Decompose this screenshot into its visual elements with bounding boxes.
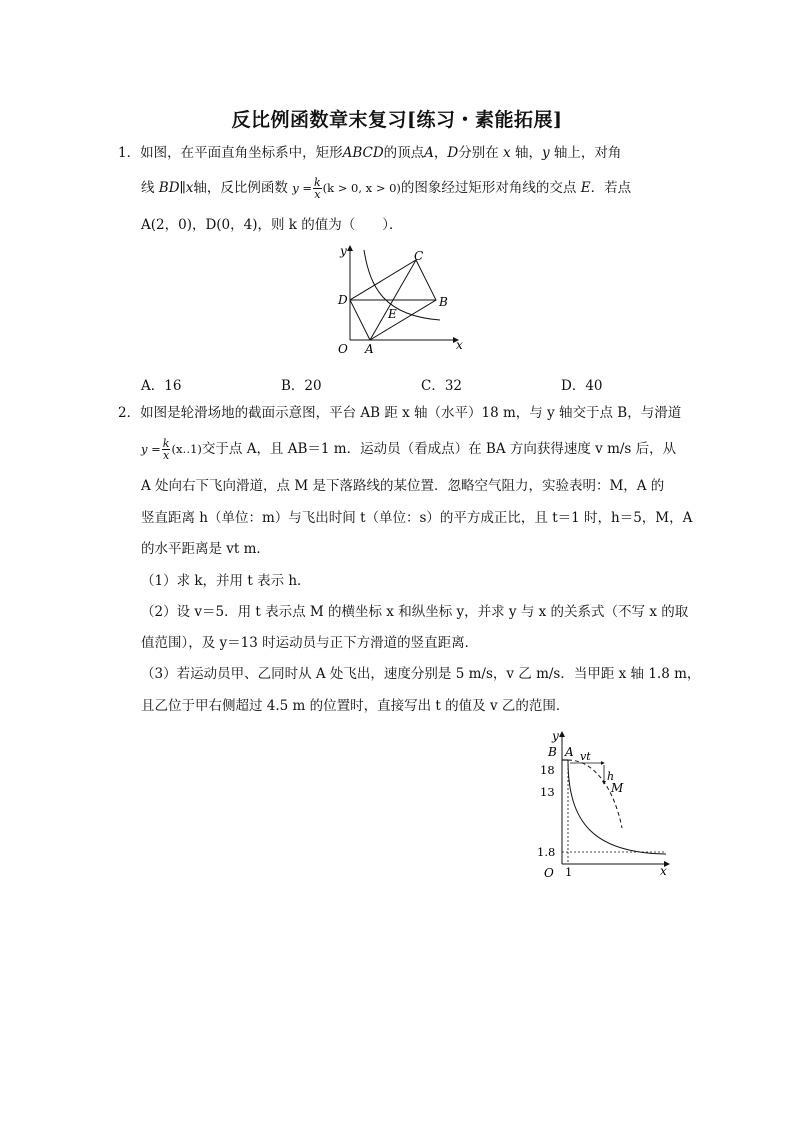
choice-b: B．20: [281, 378, 322, 394]
tick-18: 18: [540, 763, 555, 777]
choice-c: C．32: [421, 378, 463, 394]
q2-part-2-line-1: （2）设 v＝5．用 t 表示点 M 的横坐标 x 和纵坐标 y，并求 y 与 x 的关系式（不写 x 的取: [141, 604, 689, 620]
point-e-label: E: [388, 307, 397, 321]
q2-part-3-line-1: （3）若运动员甲、乙同时从 A 处飞出，速度分别是 5 m/s，v 乙 m/s．当甲距 x 轴 1.8 m，: [141, 666, 701, 682]
q1-point: A: [424, 145, 434, 161]
point-m-label: M: [611, 781, 624, 795]
q1-func-lhs: y =: [292, 181, 312, 195]
x-label: x: [660, 864, 667, 878]
q1-parallel: BD∥x: [158, 180, 194, 196]
slide-curve: [568, 760, 666, 854]
x-label: x: [456, 338, 463, 352]
q1-text: 分别在: [458, 145, 499, 161]
tick-13: 13: [540, 785, 555, 799]
q1-figure: [330, 238, 475, 360]
choice-d: D．40: [561, 378, 603, 394]
q1-line-2: [141, 177, 631, 200]
q1-point: D: [447, 145, 459, 161]
fraction-denominator: x: [314, 188, 321, 201]
q2-line-1: 2．如图是轮滑场地的截面示意图，平台 AB 距 x 轴（水平）18 m，与 y 轴交于点 B，与滑道: [118, 405, 682, 421]
q1-line-3: A(2，0)，D(0，4)，则 k 的值为（ ）．: [141, 217, 403, 233]
q1-text: 轴上，对角: [553, 145, 622, 161]
q2-part-1: （1）求 k，并用 t 表示 h．: [141, 573, 311, 589]
q1-text: 1．如图，在平面直角坐标系中，矩形: [118, 145, 343, 161]
q2-figure: [534, 728, 684, 880]
point-a-label: A: [365, 342, 374, 356]
q1-line-1: [118, 144, 621, 162]
q2-line-2: [141, 438, 676, 461]
q2-fraction: [162, 438, 171, 461]
tick-1-8: 1.8: [537, 845, 556, 859]
q1-axis: x: [503, 145, 511, 161]
point-c-label: C: [414, 249, 424, 263]
q1-point: E: [580, 180, 591, 196]
origin-label: O: [338, 342, 348, 356]
y-label: y: [552, 729, 559, 743]
point-b-label: B: [548, 745, 557, 759]
q1-text: 的图象经过矩形对角线的交点: [400, 180, 577, 196]
point-b-label: B: [439, 295, 448, 309]
h-label: h: [607, 770, 615, 783]
choice-a: A．16: [141, 378, 182, 394]
q2-condition: (x‥1): [171, 442, 202, 456]
point-d-label: D: [338, 293, 348, 307]
q1-rect-name: ABCD: [342, 145, 384, 161]
q1-condition: (k > 0, x > 0): [322, 181, 401, 195]
q2-line-5: 的水平距离是 vt m．: [141, 541, 270, 557]
q1-text: ．若点: [590, 180, 632, 196]
fraction-numerator: k: [313, 176, 321, 189]
q1-text: 轴，反比例函数: [193, 180, 288, 196]
q2-func-lhs: y =: [141, 442, 161, 456]
q1-axis: y: [541, 145, 550, 161]
q1-text: 的顶点: [383, 145, 425, 161]
q2-line-4: 竖直距离 h（单位：m）与飞出时间 t（单位：s）的平方成正比，且 t＝1 时，h＝5，M，A: [141, 510, 693, 526]
q2-part-3-line-2: 且乙位于甲右侧超过 4.5 m 的位置时，直接写出 t 的值及 v 乙的范围．: [141, 698, 570, 714]
point-a-label: A: [565, 745, 574, 759]
origin-label: O: [544, 866, 554, 880]
fraction-numerator: k: [162, 437, 170, 450]
q2-part-2-line-2: 值范围），及 y＝13 时运动员与正下方滑道的竖直距离．: [141, 635, 479, 651]
q1-text: 线: [141, 180, 155, 196]
q1-text: ，: [433, 145, 448, 161]
q2-text: 交于点 A，且 AB＝1 m．运动员（看成点）在 BA 方向获得速度 v m/s 后，从: [201, 441, 677, 457]
tick-1: 1: [565, 865, 573, 879]
vt-label: vt: [580, 750, 591, 763]
q1-fraction: [313, 177, 322, 200]
page-title: 反比例函数章末复习[练习・素能拓展]: [231, 109, 563, 131]
q2-line-3: A 处向右下飞向滑道，点 M 是下落路线的某位置．忽略空气阻力，实验表明：M，A 的: [141, 478, 665, 494]
y-label: y: [340, 244, 347, 258]
q1-text: 轴，: [514, 145, 542, 161]
fraction-denominator: x: [163, 449, 170, 462]
